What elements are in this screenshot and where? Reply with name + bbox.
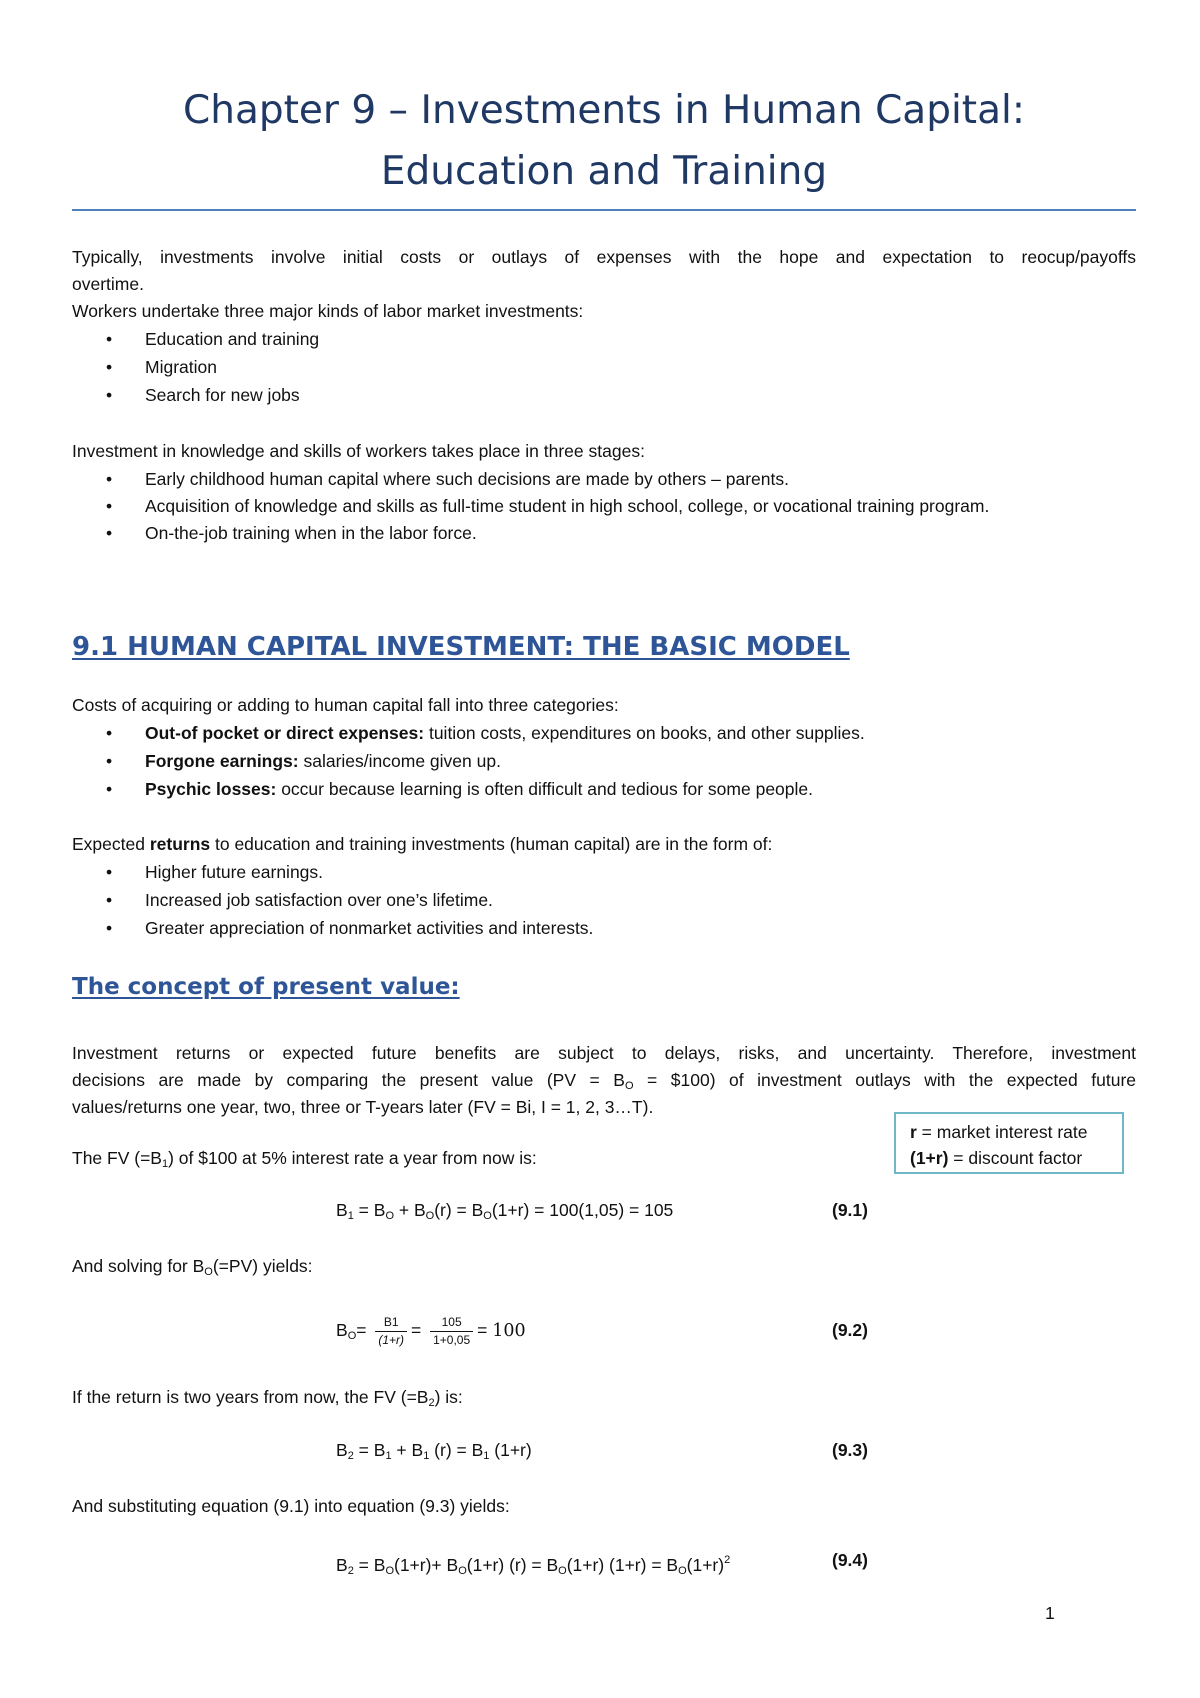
list-item: • Migration (72, 353, 1136, 381)
solve-for-pv-text: And solving for $B_O(=PV)$ yields: (72, 1256, 313, 1278)
bullet-icon: • (106, 357, 113, 377)
list-item: • Acquisition of knowledge and skills as full-time student in high school, college, or vocational training program. (72, 493, 1136, 519)
list-item: • Forgone earnings: salaries/income given up. (72, 747, 1136, 775)
equation-9-1: $B_1 = B_O + B_O(r) = B_O(1+r) = 100(1,05) = 105$ (336, 1200, 674, 1222)
fraction-105-over-1-05: $\frac{105}{1+0,05}$ (430, 1315, 473, 1348)
equation-number-9-4: (9.4) (832, 1550, 868, 1570)
stages-list (72, 465, 1136, 547)
bullet-icon: • (106, 329, 113, 349)
bullet-icon: • (106, 523, 113, 543)
list-item: • Increased job satisfaction over one’s lifetime. (72, 886, 1136, 914)
equation-number-9-3: (9.3) (832, 1440, 868, 1460)
equation-number-9-1: (9.1) (832, 1200, 868, 1220)
chapter-title-line2: Education and Training (380, 149, 828, 194)
list-item: • Early childhood human capital where such decisions are made by others – parents. (72, 465, 1136, 493)
chapter-title-line1: Chapter 9 – Investments in Human Capital: (183, 88, 1025, 133)
list-item: • Higher future earnings. (72, 858, 1136, 886)
fraction-b1-over-discount: $\frac{B1}{(1+r)}$ (375, 1315, 407, 1348)
page-number: 1 (1045, 1603, 1055, 1623)
present-value-paragraph-line3: values/returns one year, two, three or T-years later (FV = Bi, I = 1, 2, 3…T). (72, 1097, 654, 1117)
bullet-icon: • (106, 385, 113, 405)
bullet-icon: • (106, 751, 113, 771)
bullet-icon: • (106, 723, 113, 743)
present-value-paragraph-line2: decisions are made by comparing the present value ($PV = B_O$ = $100) of investment outlays with the expected future (72, 1070, 1137, 1092)
list-item: • Psychic losses: occur because learning is often difficult and tedious for some people. (72, 775, 1136, 803)
costs-list (72, 719, 1136, 803)
fv-intro: The FV $(=B_1)$ of $100 at 5% interest rate a year from now is: (72, 1148, 537, 1170)
title-divider (72, 209, 1136, 211)
callout-line-interest-rate: r = market interest rate (910, 1122, 1088, 1142)
equation-9-2: $B_O=$ $\frac{B1}{(1+r)}$ = $\frac{105}{1+0,05}$ = 100 (336, 1314, 526, 1347)
list-item: • Greater appreciation of nonmarket activities and interests. (72, 914, 1136, 942)
substitution-text: And substituting equation (9.1) into equation (9.3) yields: (72, 1496, 510, 1516)
list-item: • Education and training (72, 325, 1136, 353)
list-item: • On-the-job training when in the labor force. (72, 519, 1136, 547)
list-item: • Out-of pocket or direct expenses: tuition costs, expenditures on books, and other supplies. (72, 719, 1136, 747)
section-heading-9-1: 9.1 HUMAN CAPITAL INVESTMENT: THE BASIC MODEL (72, 632, 850, 662)
equation-9-4: $B_2 = B_O(1+r)+ B_O(1+r) (r) = B_O(1+r) (1+r) = B_O(1+r)^2$ (336, 1554, 731, 1577)
present-value-paragraph-line1: Investment returns or expected future benefits are subject to delays, risks, and uncertainty. Therefore, investment (72, 1043, 1136, 1063)
costs-intro: Costs of acquiring or adding to human capital fall into three categories: (72, 695, 619, 715)
list-item: • Search for new jobs (72, 381, 1136, 409)
returns-intro: Expected returns to education and training investments (human capital) are in the form of: (72, 834, 773, 854)
bullet-icon: • (106, 496, 113, 516)
subsection-heading-present-value: The concept of present value: (72, 974, 460, 1000)
bullet-icon: • (106, 890, 113, 910)
investment-kinds-intro: Workers undertake three major kinds of labor market investments: (72, 301, 584, 321)
bullet-icon: • (106, 469, 113, 489)
document-page (72, 0, 1136, 1698)
equation-9-3: $B_2 = B_1 + B_1$ $(r) = B_1$ (1+r) (336, 1440, 532, 1462)
bullet-icon: • (106, 918, 113, 938)
bullet-icon: • (106, 779, 113, 799)
callout-line-discount-factor: (1+r) = discount factor (910, 1148, 1083, 1168)
definitions-callout-box (894, 1112, 1124, 1174)
chapter-title (72, 80, 1136, 202)
returns-list (72, 858, 1136, 942)
investment-kinds-list (72, 325, 1136, 409)
two-years-text: If the return is two years from now, the FV $(=B_2)$ is: (72, 1387, 463, 1409)
bullet-icon: • (106, 862, 113, 882)
equation-number-9-2: (9.2) (832, 1320, 868, 1340)
intro-paragraph-line2: overtime. (72, 274, 144, 294)
intro-paragraph-line1: Typically, investments involve initial costs or outlays of expenses with the hope and expectation to reocup/payoffs (72, 247, 1136, 267)
stages-intro: Investment in knowledge and skills of workers takes place in three stages: (72, 441, 645, 461)
